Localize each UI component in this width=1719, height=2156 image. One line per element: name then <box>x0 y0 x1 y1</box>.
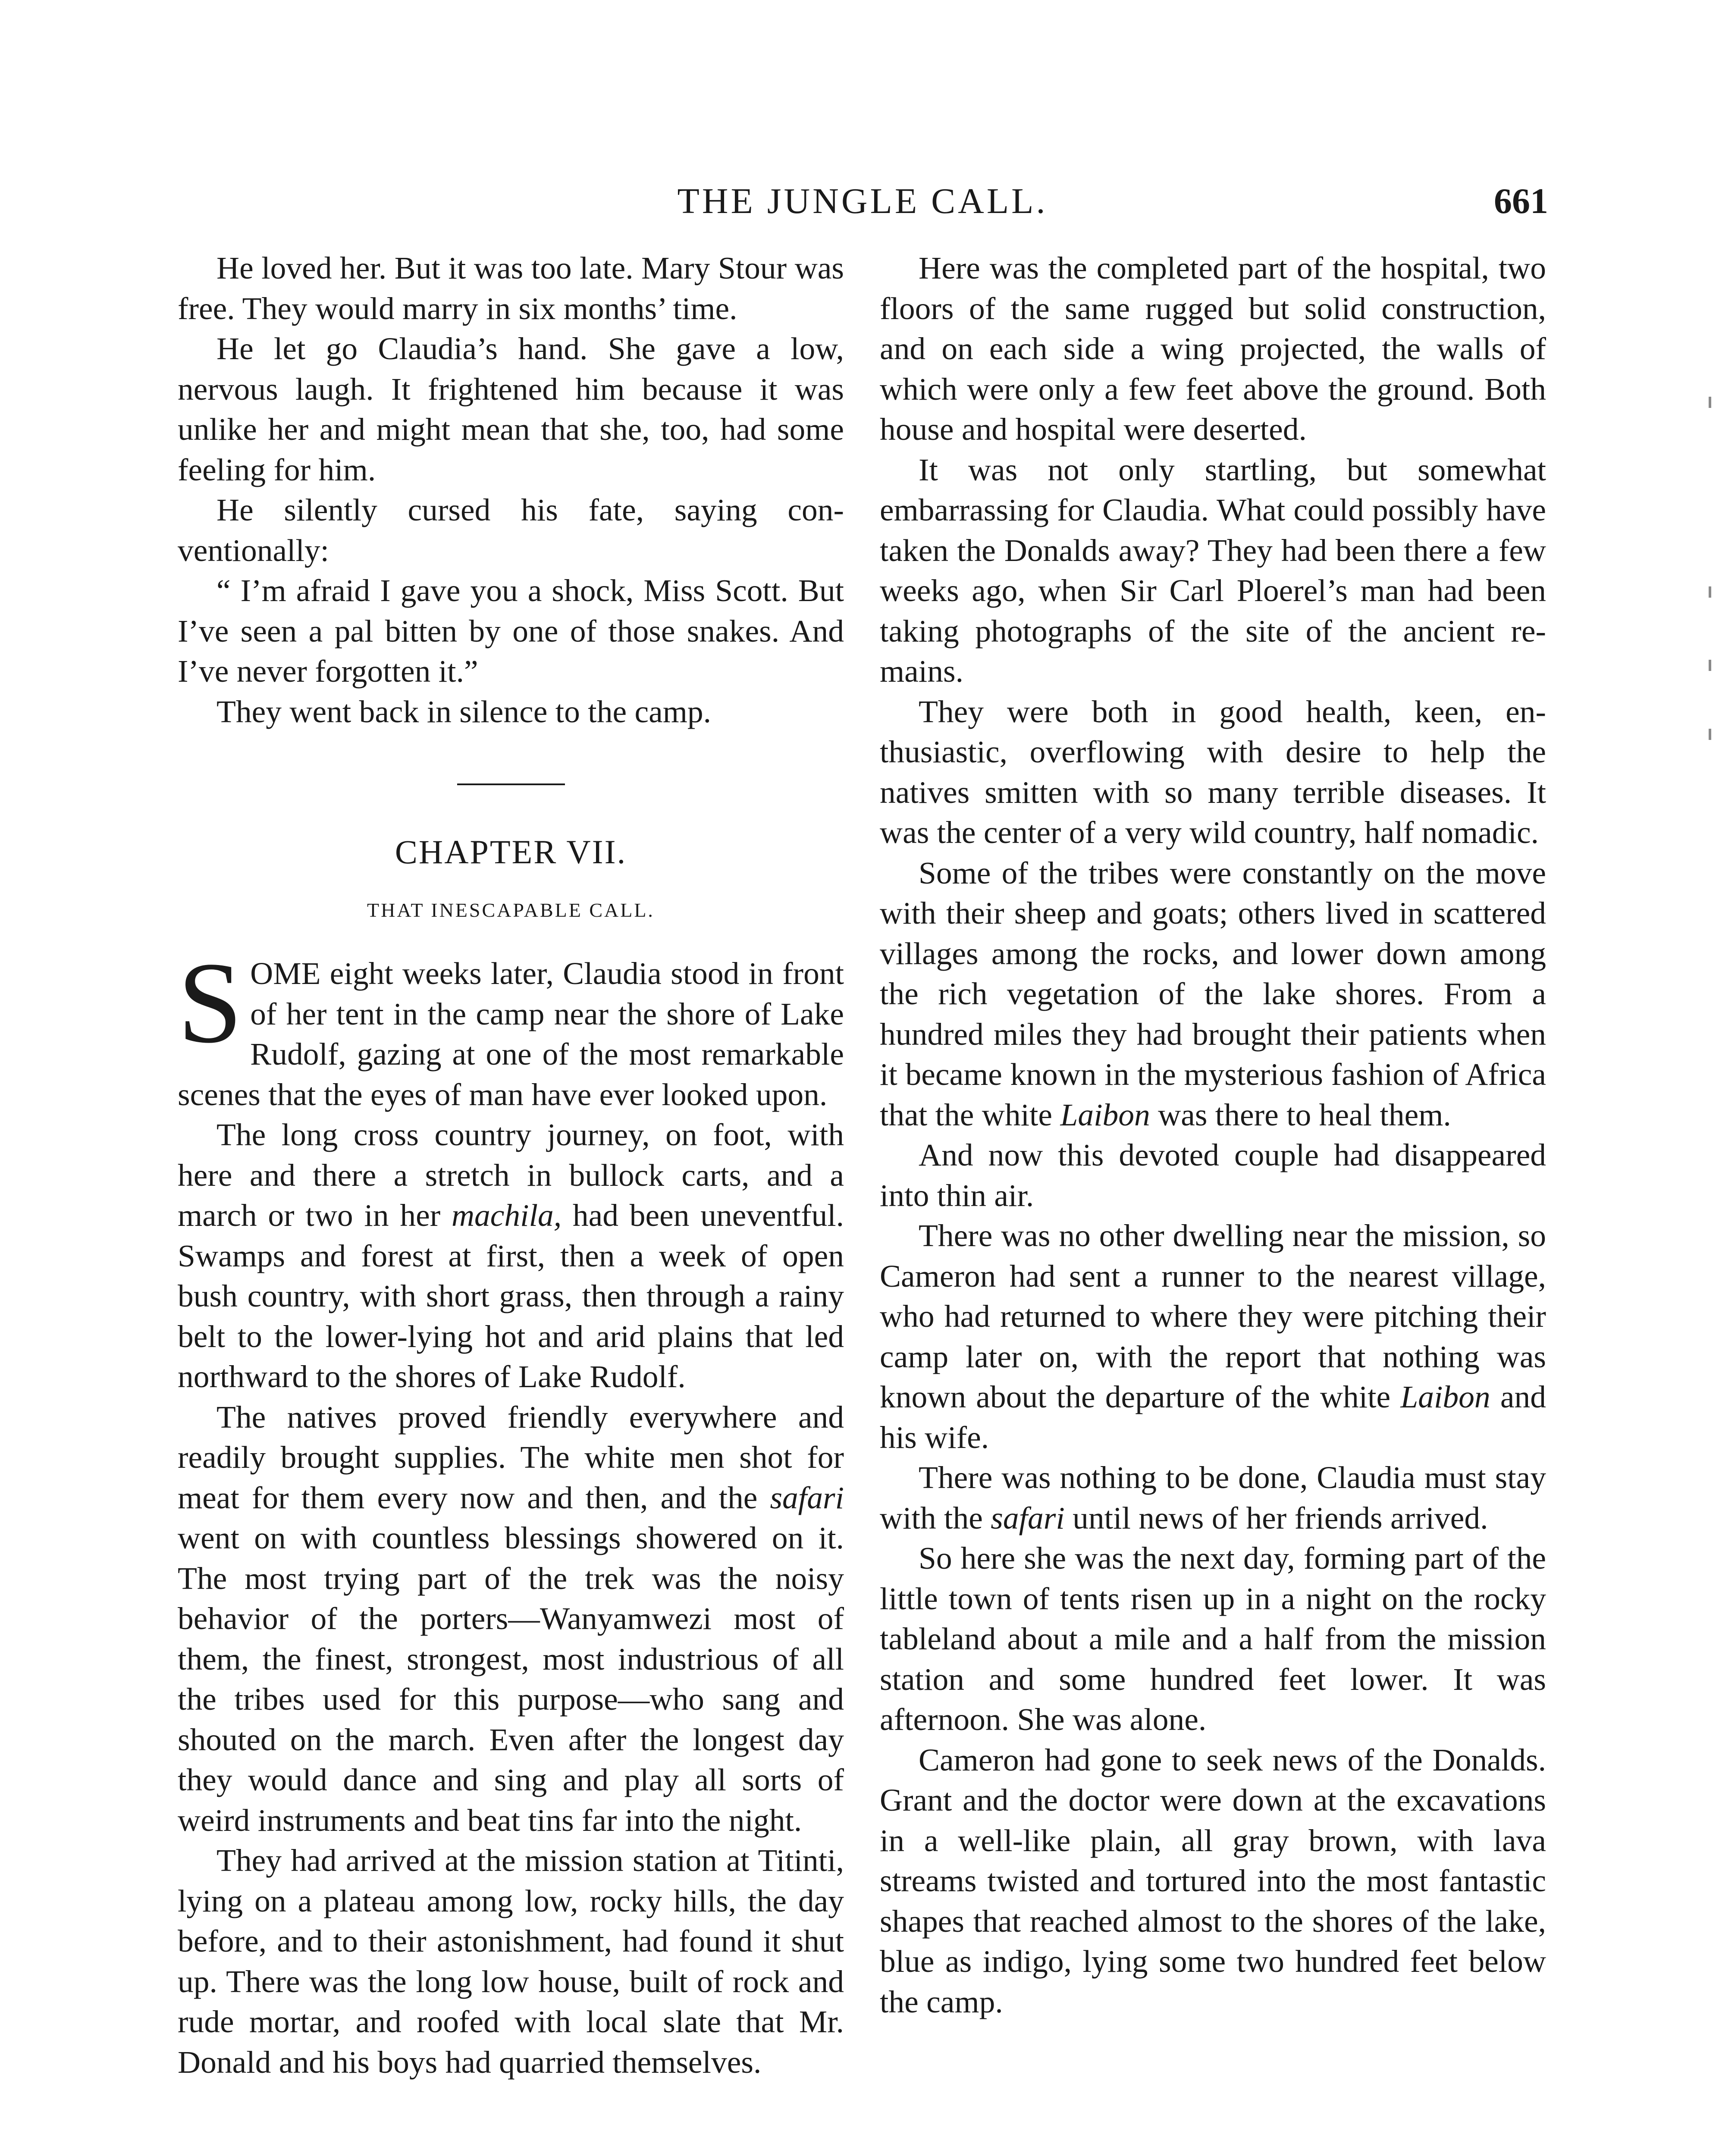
chapter-subtitle: THAT INESCAPABLE CALL. <box>367 899 655 921</box>
chapter-opening-paragraph <box>178 938 844 1115</box>
left-column <box>178 248 844 2082</box>
text-run: had been uneventful. Swamps and forest at first, then a week of open bush country, with short grass, then through a rainy belt to the lower-lying hot and arid plains that led northward to the shores of Lake Rudolf. <box>178 1198 844 1394</box>
paragraph: They had arrived at the mission station at Titinti, lying on a plateau among low, rocky hills, the day before, and to their astonishment, had found it shut up. There was the long low house, built of rock and rude mortar, and roofed with local slate that Mr. Donald and his boys had quarried themselves. <box>178 1843 844 2080</box>
paragraph <box>880 1216 1546 1457</box>
text-run: There was no other dwelling near the mission, so Cameron had sent a runner to the nearest village, who had returned to where they were pitching their camp later on, with the report that nothing was known about the departure of the white <box>880 1218 1546 1414</box>
text-run: The natives proved friendly everywhere and readily brought supplies. The white men shot for meat for them every now and then, and the <box>178 1399 844 1515</box>
italic-term: machila, <box>451 1198 562 1233</box>
paragraph: He let go Claudia’s hand. She gave a low, nervous laugh. It frightened him because it was unlike her and might mean that she, too, had some feeling for him. <box>178 331 844 487</box>
italic-term: safari <box>991 1500 1065 1536</box>
paragraph <box>880 853 1546 1135</box>
paragraph: Here was the completed part of the hospital, two floors of the same rugged but solid construction, and on each side a wing projected, the walls of which were only a few feet above the ground. Both house and hospital were deserted. <box>880 251 1546 447</box>
margin-speck <box>1709 586 1711 598</box>
right-column <box>880 248 1546 2022</box>
page-number: 661 <box>1494 181 1548 221</box>
page-header <box>177 180 1548 228</box>
text-run: was there to heal them. <box>1150 1097 1451 1132</box>
section-divider <box>457 783 565 785</box>
paragraph: “ I’m afraid I gave you a shock, Miss Scott. But I’ve seen a pal bitten by one of those snakes. And I’ve never forgotten it.” <box>178 573 844 689</box>
drop-cap: S <box>178 938 243 1067</box>
text-run: There was nothing to be done, Claudia must stay with the <box>880 1460 1546 1536</box>
paragraph: So here she was the next day, forming part of the little town of tents risen up in a night on the rocky tableland about a mile and a half from the mission station and some hundred feet lower. It was afternoon. She was alone. <box>880 1541 1546 1737</box>
paragraph: They were both in good health, keen, enthusiastic, overflowing with desire to help the natives smitten with so many terrible diseases. It was the center of a very wild country, half nomadic. <box>880 694 1546 850</box>
opening-text: OME eight weeks later, Claudia stood in front of her tent in the camp near the shore of Lake Rudolf, gazing at one of the most remarkable scenes that the eyes of man have ever looked upon. <box>178 956 844 1112</box>
text-run: went on with countless blessings showered on it. The most trying part of the trek was the noisy behavior of the porters—Wanyamwezi most of them, the finest, strongest, most industrious of all the tribes used for this purpose—who sang and shouted on the march. Even after the longest day they would dance and sing and play all sorts of weird instruments and beat tins far into the night. <box>178 1520 844 1838</box>
paragraph: They went back in silence to the camp. <box>216 694 712 729</box>
text-run: and his wife. <box>880 1379 1546 1455</box>
paragraph: It was not only startling, but somewhat embarrassing for Claudia. What could possibly have taken the Donalds away? They had been there a few weeks ago, when Sir Carl Ploerel’s man had been taking photographs of the site of the ancient remains. <box>880 452 1546 689</box>
paragraph <box>880 1457 1546 1538</box>
text-run: until news of her friends arrived. <box>1064 1500 1488 1536</box>
italic-term: Laibon <box>1060 1097 1150 1132</box>
paragraph: Cameron had gone to seek news of the Donalds. Grant and the doctor were down at the excavations in a well-like plain, all gray brown, with lava streams twisted and tortured into the most fantastic shapes that reached almost to the shores of the lake, blue as indigo, lying some two hundred feet below the camp. <box>880 1742 1546 2019</box>
italic-term: Laibon <box>1400 1379 1490 1414</box>
paragraph: He silently cursed his fate, saying conventionally: <box>178 492 844 568</box>
italic-term: safari <box>770 1480 844 1515</box>
text-run: The long cross country journey, on foot, with here and there a stretch in bullock carts, and a march or two in her <box>178 1117 844 1233</box>
margin-speck <box>1709 397 1711 408</box>
chapter-title: CHAPTER VII. <box>395 833 627 871</box>
running-title: THE JUNGLE CALL. <box>677 181 1048 221</box>
paragraph: And now this devoted couple had disappeared into thin air. <box>880 1138 1546 1213</box>
paragraph <box>178 1115 844 1397</box>
paragraph <box>178 1397 844 1841</box>
margin-speck <box>1709 729 1711 740</box>
margin-speck <box>1709 660 1711 671</box>
text-run: Some of the tribes were constantly on the move with their sheep and goats; others lived in scattered villages among the rocks, and lower down among the rich vegetation of the lake shores. From a hundred miles they had brought their patients when it became known in the mysterious fashion of Africa that the white <box>880 855 1546 1132</box>
paragraph: He loved her. But it was too late. Mary Stour was free. They would marry in six months’ time. <box>178 251 844 326</box>
